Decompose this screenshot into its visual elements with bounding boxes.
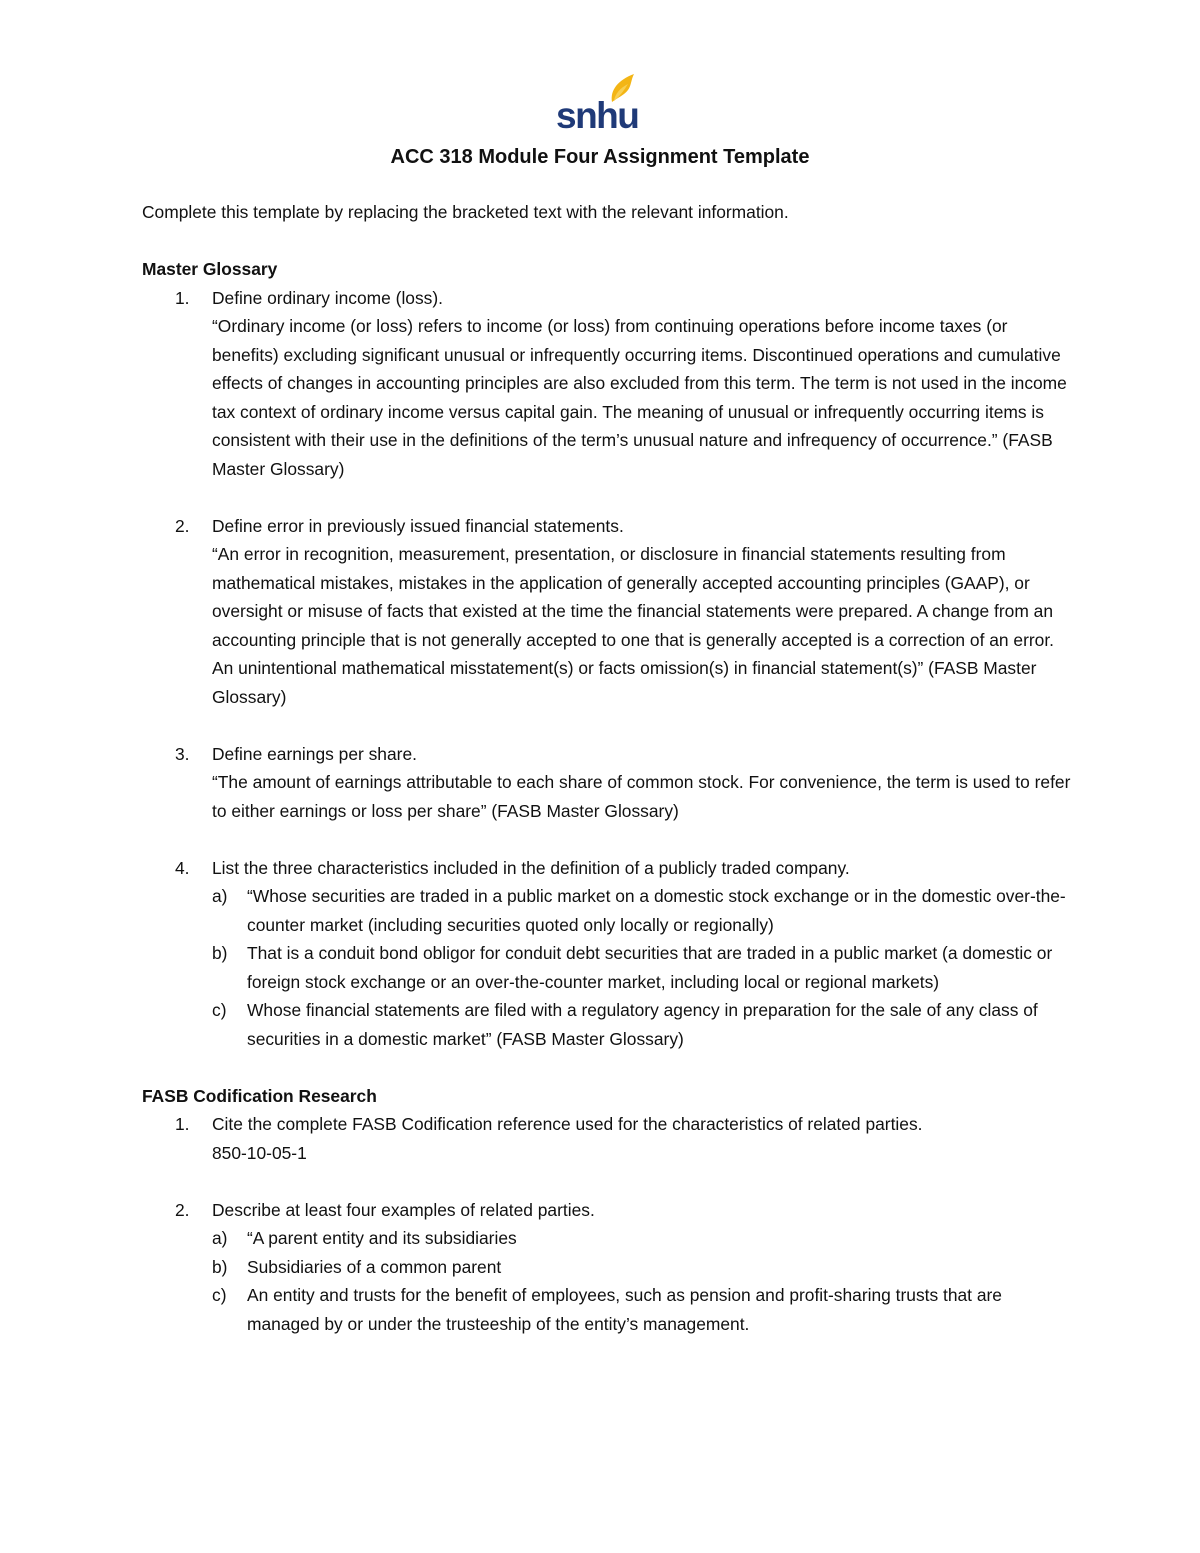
codification-research-section bbox=[142, 1082, 1072, 1339]
answer-list-item bbox=[212, 939, 1072, 996]
answer-list bbox=[212, 882, 1072, 1053]
snhu-logo-mark bbox=[552, 72, 642, 134]
question-list bbox=[142, 1110, 1072, 1338]
question-number: 1. bbox=[175, 287, 190, 308]
answer-letter: a) bbox=[212, 886, 228, 906]
answer-text: “Whose securities are traded in a public market on a domestic stock exchange or in the domestic over-the-counter market (including securities quoted only locally or regionally) bbox=[247, 886, 1066, 935]
question-number: 1. bbox=[175, 1114, 190, 1134]
answer-text: An entity and trusts for the benefit of employees, such as pension and profit-sharing trusts that are managed by or under the trusteeship of the entity’s management. bbox=[247, 1285, 1002, 1334]
answer-list-item bbox=[212, 1224, 1072, 1253]
answer-letter: c) bbox=[212, 1000, 227, 1020]
section-heading: FASB Codification Research bbox=[142, 1085, 377, 1106]
master-glossary-section bbox=[142, 255, 1072, 1053]
answer-letter: a) bbox=[212, 1228, 228, 1248]
document-body bbox=[142, 198, 1072, 1338]
answer-text: “A parent entity and its subsidiaries bbox=[247, 1228, 517, 1248]
answer-text: “Ordinary income (or loss) refers to income (or loss) from continuing operations before income taxes (or benefits) excluding significant unusual or infrequently occurring items. Discontinued operations and cumulative effects of changes in accounting principles are also excluded from this term. The term is not used in the income tax context of ordinary income versus capital gain. The meaning of unusual or infrequently occurring items is consistent with their use in the definitions of the term’s unusual nature and infrequency of occurrence.” (FASB Master Glossary) bbox=[212, 316, 1067, 479]
question-number: 3. bbox=[175, 743, 190, 764]
page-title: ACC 318 Module Four Assignment Template bbox=[390, 146, 810, 168]
answer-list bbox=[212, 1224, 1072, 1338]
question-item bbox=[142, 284, 1072, 484]
answer-text: Whose financial statements are filed with a regulatory agency in preparation for the sale of any class of securities in a domestic market” (FASB Master Glossary) bbox=[247, 1000, 1038, 1049]
question-text: Define ordinary income (loss). bbox=[212, 287, 443, 308]
logo-wordmark: snhu bbox=[556, 95, 639, 134]
answer-text: “The amount of earnings attributable to each share of common stock. For convenience, the term is used to refer to either earnings or loss per share” (FASB Master Glossary) bbox=[212, 772, 1071, 821]
question-item bbox=[142, 1110, 1072, 1167]
question-number: 2. bbox=[175, 1199, 190, 1220]
question-item bbox=[142, 854, 1072, 1054]
question-item bbox=[142, 740, 1072, 826]
question-item bbox=[142, 512, 1072, 712]
question-number: 4. bbox=[175, 857, 190, 878]
question-item bbox=[142, 1196, 1072, 1339]
question-list bbox=[142, 284, 1072, 1054]
section-heading: Master Glossary bbox=[142, 259, 278, 279]
question-text: Cite the complete FASB Codification reference used for the characteristics of related parties. bbox=[212, 1114, 923, 1134]
question-number: 2. bbox=[175, 515, 190, 536]
answer-list-item bbox=[212, 996, 1072, 1053]
question-text: List the three characteristics included in the definition of a publicly traded company. bbox=[212, 857, 850, 878]
question-text: Describe at least four examples of related parties. bbox=[212, 1199, 595, 1220]
question-text: Define error in previously issued financial statements. bbox=[212, 515, 624, 536]
answer-list-item bbox=[212, 1253, 1072, 1282]
answer-text: 850-10-05-1 bbox=[212, 1142, 307, 1163]
question-text: Define earnings per share. bbox=[212, 743, 417, 764]
snhu-logo bbox=[552, 72, 642, 134]
answer-letter: b) bbox=[212, 943, 228, 963]
answer-list-item bbox=[212, 1281, 1072, 1338]
answer-text: “An error in recognition, measurement, presentation, or disclosure in financial statements resulting from mathematical mistakes, mistakes in the application of generally accepted accounting principles (GAAP), or oversight or misuse of facts that existed at the time the financial statements were prepared. A change from an accounting principle that is not generally accepted to one that is generally accepted is a correction of an error. An unintentional mathematical misstatement(s) or facts omission(s) in financial statement(s)” (FASB Master Glossary) bbox=[212, 544, 1055, 707]
answer-list-item bbox=[212, 882, 1072, 939]
answer-text: That is a conduit bond obligor for conduit debt securities that are traded in a public market (a domestic or foreign stock exchange or an over-the-counter market, including local or regional markets) bbox=[247, 943, 1053, 992]
answer-text: Subsidiaries of a common parent bbox=[247, 1256, 502, 1277]
intro-text: Complete this template by replacing the bracketed text with the relevant information. bbox=[142, 202, 789, 222]
answer-letter: b) bbox=[212, 1256, 228, 1277]
answer-letter: c) bbox=[212, 1285, 227, 1305]
